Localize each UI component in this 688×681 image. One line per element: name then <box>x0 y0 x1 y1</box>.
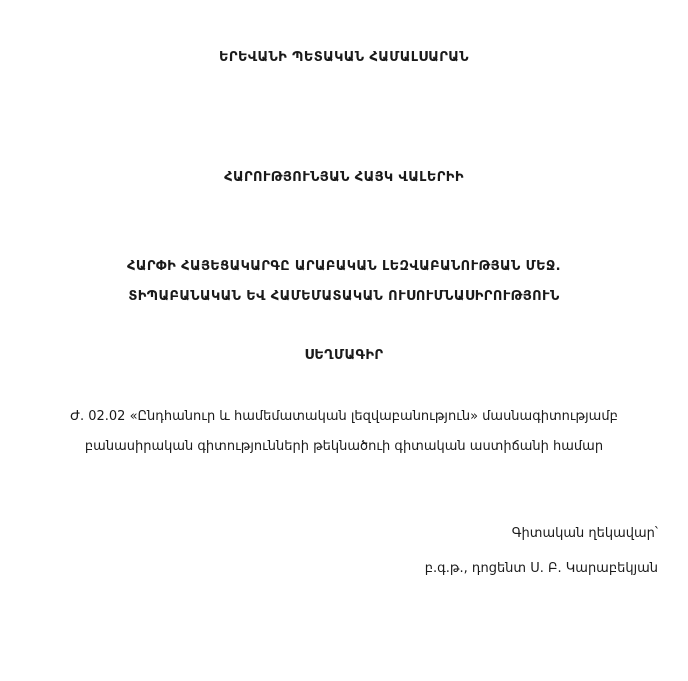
document-type: ՍԵՂՄԱԳԻՐ <box>304 348 384 363</box>
specialty-line-2: բանասիրական գիտությունների թեկնածուի գիտական աստիճանի համար <box>84 439 604 454</box>
supervisor-name: բ.գ.թ., դոցենտ Ս. Բ. Կարաբեկյան <box>424 561 658 576</box>
author-name: ՀԱՐՈՒԹՅՈՒՆՅԱՆ ՀԱՅԿ ՎԱԼԵՐԻԻ <box>224 170 464 185</box>
thesis-title-line-1: ՀԱՐՓԻ ՀԱՅԵՑԱԿԱՐԳԸ ԱՐԱԲԱԿԱՆ ԼԵԶՎԱԲԱՆՈՒԹՅԱՆ ՄԵՋ. <box>127 259 561 274</box>
university-name: ԵՐԵՎԱՆԻ ՊԵՏԱԿԱՆ ՀԱՄԱԼՍԱՐԱՆ <box>219 50 469 65</box>
supervisor-label: Գիտական ղեկավար՝ <box>511 526 658 541</box>
thesis-title-line-2: ՏԻՊԱԲԱՆԱԿԱՆ ԵՎ ՀԱՄԵՄԱՏԱԿԱՆ ՈՒՍՈՒՄՆԱՍԻՐՈՒԹՅՈՒՆ <box>128 289 560 304</box>
specialty-line-1: Ժ. 02.02 «Ընդհանուր և համեմատական լեզվաբանություն» մասնագիտությամբ <box>70 409 618 424</box>
